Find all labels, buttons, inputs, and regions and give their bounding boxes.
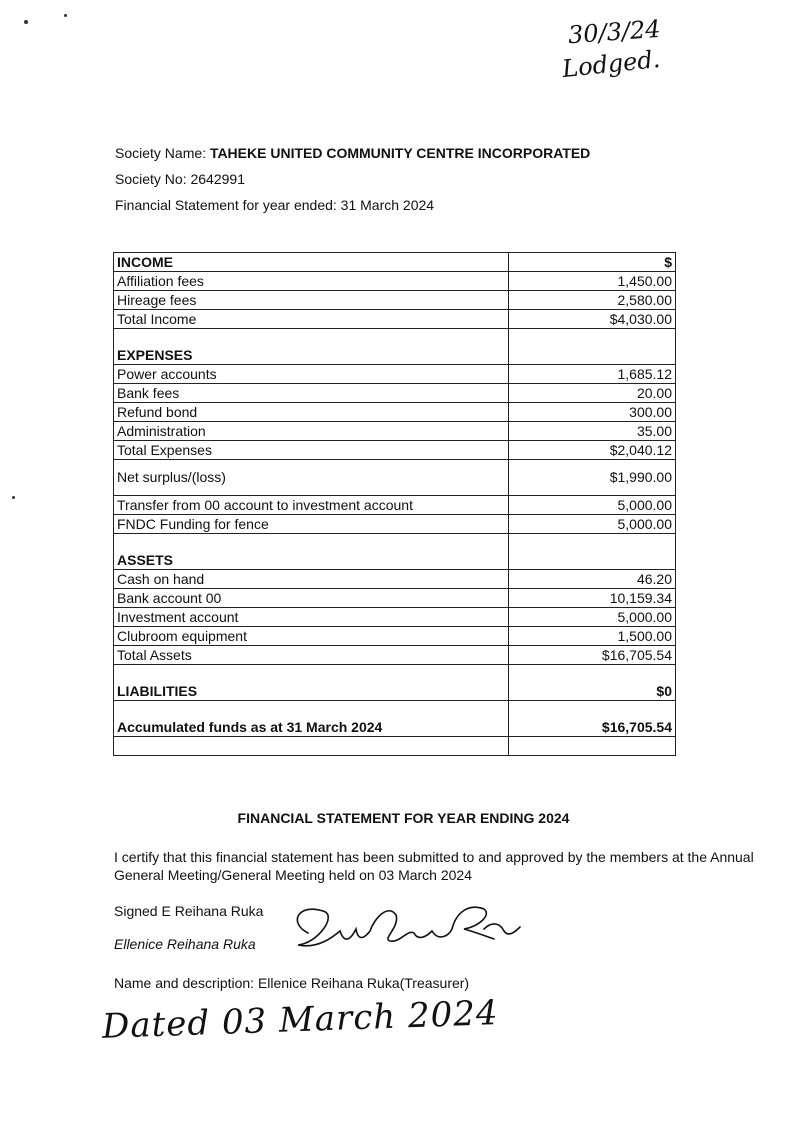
signed-line: Signed E Reihana Ruka <box>114 903 264 919</box>
row-amount: 2,580.00 <box>509 291 676 310</box>
total-income-label: Total Income <box>114 310 509 329</box>
fndc-label: FNDC Funding for fence <box>114 515 509 534</box>
accumulated-label: Accumulated funds as at 31 March 2024 <box>114 701 509 737</box>
total-expenses-label: Total Expenses <box>114 441 509 460</box>
row-label: Cash on hand <box>114 570 509 589</box>
society-no-row <box>115 170 590 196</box>
table-row-total-expenses <box>114 441 676 460</box>
lodged-date: 30/3/24 <box>567 14 662 50</box>
table-row-transfer <box>114 496 676 515</box>
lodged-word: Lodged. <box>560 44 662 84</box>
row-amount: 1,450.00 <box>509 272 676 291</box>
society-name-label: Society Name: <box>115 145 207 161</box>
handwritten-signature <box>278 893 538 963</box>
table-row <box>114 365 676 384</box>
society-name: TAHEKE UNITED COMMUNITY CENTRE INCORPORATED <box>209 145 591 161</box>
row-amount: 10,159.34 <box>509 589 676 608</box>
empty-cell <box>509 737 676 756</box>
liabilities-label: LIABILITIES <box>114 665 509 701</box>
expenses-heading: EXPENSES <box>114 329 509 365</box>
table-row-net-surplus <box>114 460 676 496</box>
row-label: Hireage fees <box>114 291 509 310</box>
table-row-expenses-heading <box>114 329 676 365</box>
signer-name: Ellenice Reihana Ruka <box>114 936 256 952</box>
row-label: Bank fees <box>114 384 509 403</box>
society-header <box>115 144 590 222</box>
empty-cell <box>509 329 676 365</box>
total-assets-amount: $16,705.54 <box>509 646 676 665</box>
income-heading: INCOME <box>114 253 509 272</box>
row-label: Refund bond <box>114 403 509 422</box>
table-row <box>114 570 676 589</box>
transfer-amount: 5,000.00 <box>509 496 676 515</box>
row-label: Power accounts <box>114 365 509 384</box>
net-surplus-label: Net surplus/(loss) <box>114 460 509 496</box>
row-amount: 20.00 <box>509 384 676 403</box>
table-row-empty <box>114 737 676 756</box>
financial-statement-table <box>113 252 676 756</box>
table-row <box>114 608 676 627</box>
certification-statement: I certify that this financial statement has been submitted to and approved by the members at the Annual General Meeting/General Meeting held on 03 March 2024 <box>114 849 754 883</box>
table-row-accumulated <box>114 701 676 737</box>
row-amount: 300.00 <box>509 403 676 422</box>
row-label: Clubroom equipment <box>114 627 509 646</box>
society-name-row <box>115 144 590 170</box>
statement-period: Financial Statement for year ended: 31 March 2024 <box>115 197 435 213</box>
row-label: Administration <box>114 422 509 441</box>
name-and-description: Name and description: Ellenice Reihana Ruka(Treasurer) <box>114 975 470 991</box>
empty-cell <box>114 737 509 756</box>
fndc-amount: 5,000.00 <box>509 515 676 534</box>
table-row-income-heading <box>114 253 676 272</box>
scan-speck <box>12 496 15 499</box>
row-label: Investment account <box>114 608 509 627</box>
table-row <box>114 627 676 646</box>
empty-cell <box>509 534 676 570</box>
lodged-handwritten-note <box>560 14 692 88</box>
row-amount: 1,685.12 <box>509 365 676 384</box>
row-amount: 5,000.00 <box>509 608 676 627</box>
net-surplus-amount: $1,990.00 <box>509 460 676 496</box>
society-no: 2642991 <box>190 171 245 187</box>
row-amount: 35.00 <box>509 422 676 441</box>
row-label: Bank account 00 <box>114 589 509 608</box>
table-row-liabilities <box>114 665 676 701</box>
row-amount: 46.20 <box>509 570 676 589</box>
table-row <box>114 422 676 441</box>
table-row-total-assets <box>114 646 676 665</box>
total-income-amount: $4,030.00 <box>509 310 676 329</box>
transfer-label: Transfer from 00 account to investment account <box>114 496 509 515</box>
row-label: Affiliation fees <box>114 272 509 291</box>
scan-speck <box>64 14 67 17</box>
handwritten-date: Dated 03 March 2024 <box>101 993 500 1047</box>
scan-speck <box>24 20 28 24</box>
accumulated-amount: $16,705.54 <box>509 701 676 737</box>
currency-header: $ <box>509 253 676 272</box>
assets-heading: ASSETS <box>114 534 509 570</box>
table-row <box>114 272 676 291</box>
table-row-fndc <box>114 515 676 534</box>
table-row-total-income <box>114 310 676 329</box>
table-row <box>114 589 676 608</box>
total-expenses-amount: $2,040.12 <box>509 441 676 460</box>
liabilities-amount: $0 <box>509 665 676 701</box>
row-amount: 1,500.00 <box>509 627 676 646</box>
table-row <box>114 291 676 310</box>
table-row <box>114 403 676 422</box>
certification-title: FINANCIAL STATEMENT FOR YEAR ENDING 2024 <box>237 810 570 826</box>
total-assets-label: Total Assets <box>114 646 509 665</box>
society-no-label: Society No: <box>115 171 187 187</box>
table-row-assets-heading <box>114 534 676 570</box>
table-row <box>114 384 676 403</box>
